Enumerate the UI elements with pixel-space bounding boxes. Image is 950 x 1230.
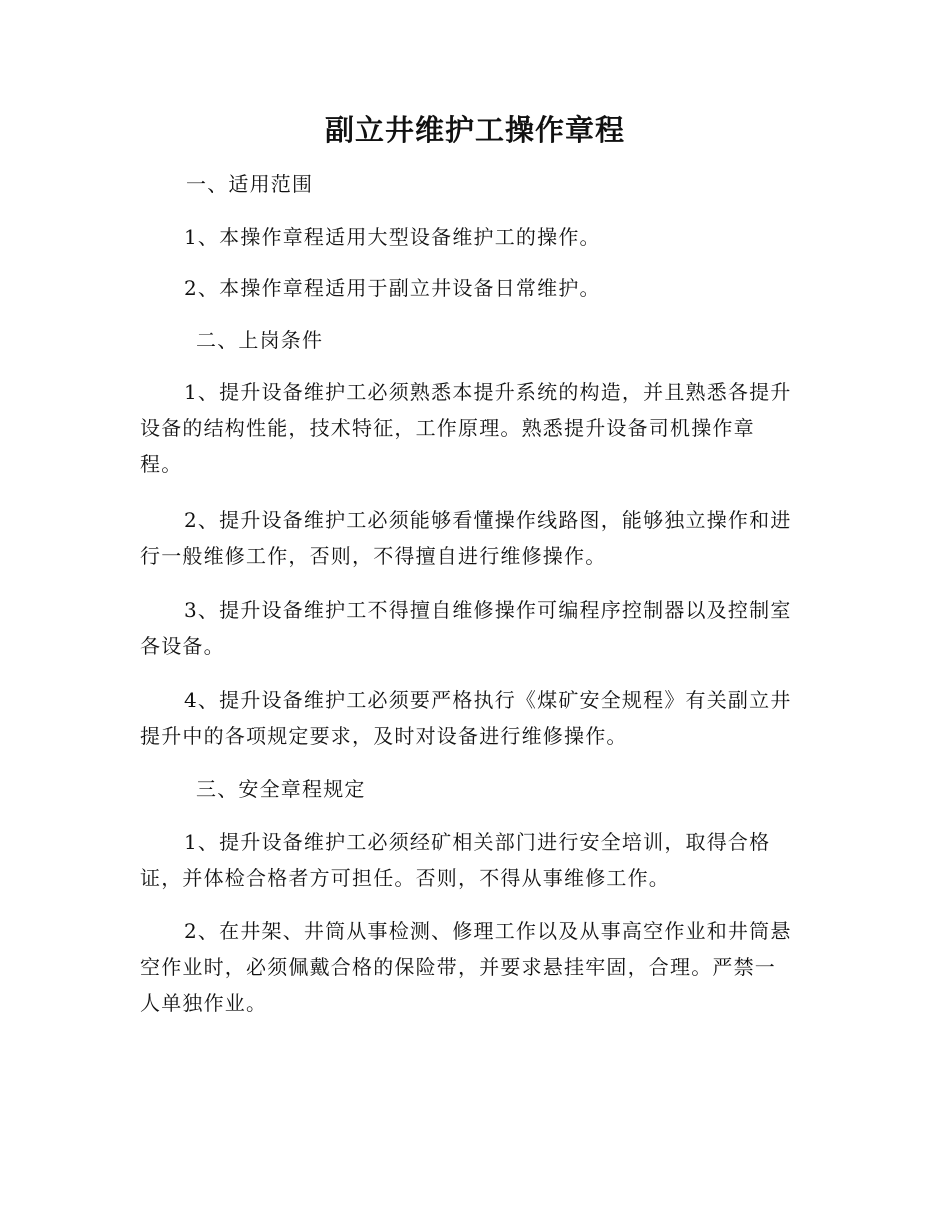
paragraph-line: 程。 [140,452,183,476]
paragraph-line: 1、提升设备维护工必须熟悉本提升系统的构造，并且熟悉各提升 [184,380,792,404]
paragraph-line: 2、在井架、井筒从事检测、修理工作以及从事高空作业和井筒悬 [184,919,792,943]
paragraph-line: 证，并体检合格者方可担任。否则，不得从事维修工作。 [140,866,670,890]
paragraph-3-1 [140,824,808,896]
paragraph-line: 提升中的各项规定要求，及时对设备进行维修操作。 [140,724,628,748]
paragraph-2-4 [140,682,808,754]
paragraph-line: 4、提升设备维护工必须要严格执行《煤矿安全规程》有关副立井 [184,688,792,712]
paragraph-line: 3、提升设备维护工不得擅自维修操作可编程序控制器以及控制室 [184,598,792,622]
paragraph-3-2 [140,913,808,1021]
paragraph-2-1 [140,374,808,482]
paragraph-1-1 [140,219,852,255]
section-heading-2: 二、上岗条件 [196,328,324,352]
paragraph-line: 人单独作业。 [140,991,268,1015]
paragraph-1-2 [140,270,852,306]
paragraph-line: 1、提升设备维护工必须经矿相关部门进行安全培训，取得合格 [184,830,771,854]
paragraph-line: 行一般维修工作，否则，不得擅自进行维修操作。 [140,544,607,568]
paragraph-line: 2、提升设备维护工必须能够看懂操作线路图，能够独立操作和进 [184,508,792,532]
paragraph-line: 各设备。 [140,634,225,658]
paragraph-line: 1、本操作章程适用大型设备维护工的操作。 [184,225,601,249]
section-heading-1: 一、适用范围 [186,172,314,196]
paragraph-line: 设备的结构性能，技术特征，工作原理。熟悉提升设备司机操作章 [140,416,755,440]
document-title: 副立井维护工操作章程 [324,113,625,147]
paragraph-2-2 [140,502,808,574]
paragraph-2-3 [140,592,808,664]
section-heading-3: 三、安全章程规定 [196,777,366,801]
paragraph-line: 空作业时，必须佩戴合格的保险带，并要求悬挂牢固，合理。严禁一 [140,955,776,979]
paragraph-line: 2、本操作章程适用于副立井设备日常维护。 [184,276,601,300]
